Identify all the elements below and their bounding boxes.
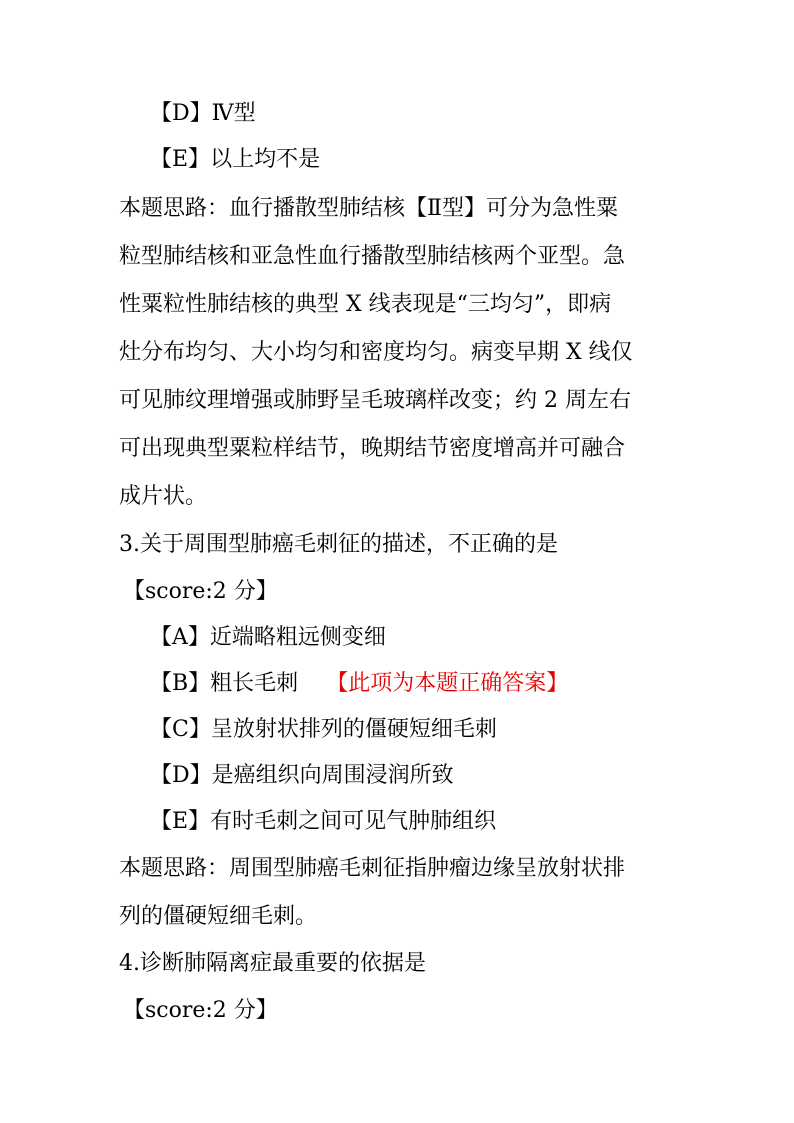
explanation-line: 粒型肺结核和亚急性血行播散型肺结核两个亚型。急 [119,244,626,269]
option-d-prev [150,100,256,128]
explanation-line: 列的僵硬短细毛刺。 [119,904,318,929]
option-text: 以上均不是 [210,147,321,172]
option-e-prev [150,146,320,174]
option-text: 是癌组织向周围浸润所致 [211,763,454,788]
explanation-line: 成片状。 [119,484,208,509]
option-e [150,808,496,836]
option-letter: 【D】 [150,101,212,126]
question-3-score: 【score:2 分】 [123,579,278,604]
option-letter: 【D】 [150,763,212,788]
question-4-score: 【score:2 分】 [123,998,278,1023]
explanation-line: 本题思路：周围型肺癌毛刺征指肿瘤边缘呈放射状排 [119,856,626,881]
option-a [150,624,386,652]
explanation-line: 灶分布均匀、大小均匀和密度均匀。病变早期 X 线仅 [119,340,633,365]
option-text: Ⅳ型 [211,101,256,126]
explanation-line: 可出现典型粟粒样结节，晚期结节密度增高并可融合 [119,436,626,461]
option-letter: 【C】 [150,717,211,742]
option-letter: 【E】 [150,809,211,834]
question-4-title: 4.诊断肺隔离症最重要的依据是 [119,951,426,976]
explanation-line: 性粟粒性肺结核的典型 X 线表现是“三均匀”，即病 [119,292,612,317]
option-c [150,716,497,744]
option-text: 有时毛刺之间可见气肿肺组织 [210,809,497,834]
option-letter: 【E】 [150,147,211,172]
option-letter: 【A】 [150,625,210,650]
option-text: 粗长毛刺 [210,671,299,696]
explanation-line: 可见肺纹理增强或肺野呈毛玻璃样改变；约 2 周左右 [119,388,631,413]
option-d [150,762,454,790]
option-letter: 【B】 [150,671,211,696]
correct-answer-marker: 【此项为本题正确答案】 [326,671,569,696]
option-text: 近端略粗远侧变细 [209,625,386,650]
question-3-title: 3.关于周围型肺癌毛刺征的描述，不正确的是 [119,532,558,557]
option-b [150,670,568,698]
explanation-line: 本题思路：血行播散型肺结核【Ⅱ型】可分为急性粟 [119,196,618,221]
option-text: 呈放射状排列的僵硬短细毛刺 [210,717,497,742]
